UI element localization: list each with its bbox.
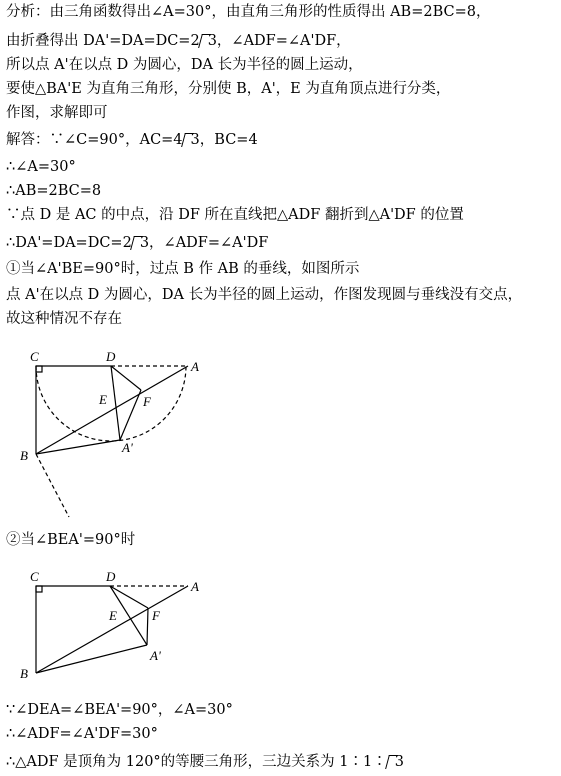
solution-line-4: ∵点 D 是 AC 的中点，沿 DF 所在直线把△ADF 翻折到△A'DF 的位置: [6, 207, 464, 223]
label-F: F: [143, 394, 151, 409]
radicand: 3: [139, 235, 150, 251]
segment-D-F: [110, 586, 148, 608]
tail-line-3-text: ∴△ADF 是顶角为 120°的等腰三角形，三边关系为 1∶1∶: [6, 754, 387, 770]
label-A-prime: A': [122, 440, 133, 455]
analysis-line-5: 作图，求解即可: [6, 105, 108, 121]
analysis-line-2-text: 由折叠得出 DA'=DA=DC=2: [6, 33, 200, 49]
case1-line-3: 故这种情况不存在: [6, 311, 122, 327]
label-E: E: [99, 392, 107, 407]
case1-line-2: 点 A'在以点 D 为圆心，DA 长为半径的圆上运动，作图发现圆与垂线没有交点，: [6, 287, 523, 303]
tail-line-2: ∴∠ADF=∠A'DF=30°: [6, 726, 158, 742]
label-B: B: [20, 448, 28, 463]
solution-line-2: ∴∠A=30°: [6, 159, 76, 175]
label-D: D: [106, 349, 116, 364]
radicand: 3: [207, 33, 217, 49]
solution-line-5-tail: ，∠ADF=∠A'DF: [149, 235, 269, 251]
label-F: F: [152, 608, 160, 623]
right-angle-mark: [36, 586, 42, 592]
analysis-line-2-tail: ，∠ADF=∠A'DF，: [216, 33, 351, 49]
label-B: B: [20, 666, 28, 681]
analysis-line-4: 要使△BA'E 为直角三角形，分别使 B，A'，E 为直角顶点进行分类，: [6, 81, 451, 97]
case1-line-1: ①当∠A'BE=90°时，过点 B 作 AB 的垂线，如图所示: [6, 261, 360, 277]
solution-line-1-text: 解答：∵∠C=90°，AC=4: [6, 132, 183, 148]
segment-B-A2: [36, 645, 147, 673]
segment-F-A2: [147, 608, 148, 645]
radicand: 3: [394, 754, 404, 770]
radicand: 3: [190, 132, 200, 148]
analysis-line-3: 所以点 A'在以点 D 为圆心，DA 长为半径的圆上运动，: [6, 57, 363, 73]
solution-line-3: ∴AB=2BC=8: [6, 183, 102, 199]
tail-line-1: ∵∠DEA=∠BEA'=90°，∠A=30°: [6, 702, 233, 718]
label-C: C: [30, 569, 39, 584]
label-C: C: [30, 349, 39, 364]
solution-line-1-tail: ，BC=4: [199, 132, 258, 148]
case2-line-1: ②当∠BEA'=90°时: [6, 532, 136, 548]
analysis-line-1: 分析：由三角函数得出∠A=30°，由直角三角形的性质得出 AB=2BC=8，: [6, 4, 491, 20]
label-E: E: [109, 608, 117, 623]
label-D: D: [106, 569, 116, 584]
solution-line-5-text: ∴DA'=DA=DC=2: [6, 235, 132, 251]
label-A: A: [191, 359, 199, 374]
label-A-prime: A': [150, 648, 161, 663]
label-A: A: [191, 579, 199, 594]
segment-B-A: [36, 586, 188, 673]
